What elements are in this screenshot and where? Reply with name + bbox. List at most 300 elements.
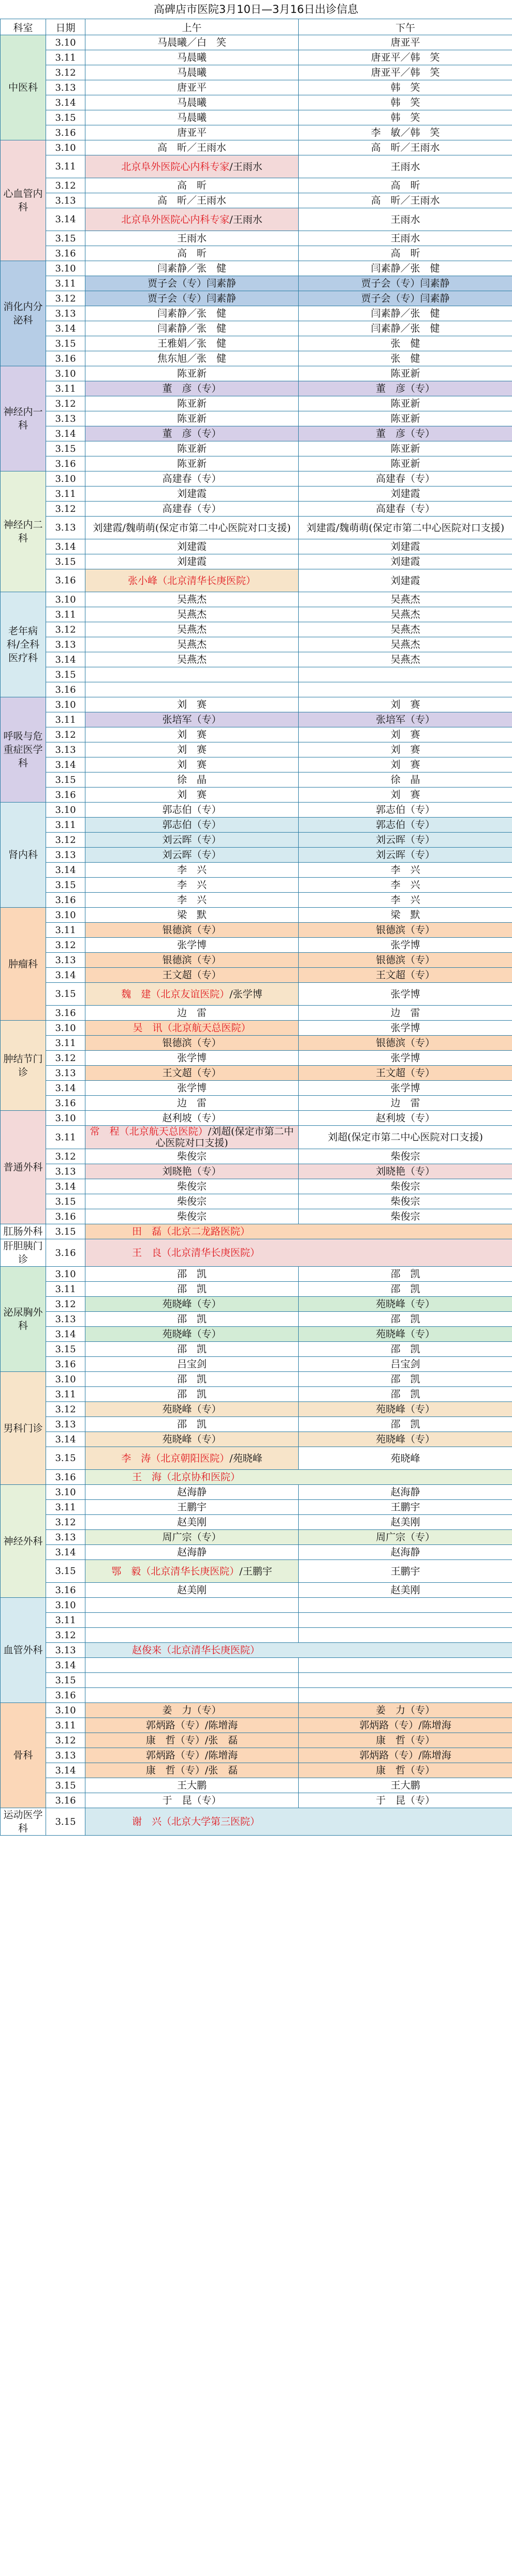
doctor-name: 张学博 <box>390 988 420 1000</box>
am-slot <box>85 1560 299 1583</box>
date-cell: 3.16 <box>46 1688 85 1703</box>
doctor-name: 梁 默 <box>177 909 207 921</box>
pm-slot <box>299 125 512 140</box>
date-cell: 3.11 <box>46 50 85 65</box>
pm-slot <box>299 1297 512 1312</box>
pm-slot <box>299 923 512 938</box>
doctor-name: 刘 赛 <box>390 699 420 710</box>
am-slot <box>85 155 299 178</box>
doctor-name: 赵海静 <box>177 1486 207 1498</box>
date-cell: 3.10 <box>46 803 85 818</box>
pm-slot <box>299 1267 512 1282</box>
department-cell: 肿结节门诊 <box>1 1021 46 1111</box>
pm-slot <box>299 502 512 517</box>
date-cell: 3.13 <box>46 1417 85 1432</box>
doctor-name: /王鹏宇 <box>239 1565 272 1577</box>
pm-slot <box>299 1673 512 1688</box>
header-dept: 科室 <box>1 19 46 35</box>
table-row <box>1 381 512 396</box>
department-cell: 神经内二科 <box>1 471 46 592</box>
expert-name-red: 鄂 毅（北京清华长庚医院） <box>111 1565 240 1577</box>
date-cell: 3.16 <box>46 1583 85 1598</box>
doctor-name: 邵 凯 <box>177 1283 207 1295</box>
doctor-name: 王文超（专） <box>162 969 222 981</box>
pm-slot <box>299 1372 512 1387</box>
table-row <box>1 833 512 848</box>
pm-slot <box>299 757 512 772</box>
doctor-name: 柴俊宗 <box>390 1196 420 1207</box>
expert-name-red: 李 涛（北京朝阳医院） <box>121 1452 230 1464</box>
am-slot <box>85 1643 512 1658</box>
table-row <box>1 938 512 953</box>
am-slot <box>85 607 299 622</box>
table-row <box>1 1096 512 1111</box>
department-cell: 肝胆胰门诊 <box>1 1239 46 1267</box>
doctor-name: 吴燕杰 <box>177 624 207 635</box>
pm-slot <box>299 1402 512 1417</box>
am-slot <box>85 95 299 110</box>
date-cell: 3.16 <box>46 1096 85 1111</box>
doctor-name: 张学博 <box>390 939 420 951</box>
doctor-name: 郭炳路（专）/陈增海 <box>359 1720 451 1731</box>
doctor-name: 邵 凯 <box>177 1389 207 1400</box>
table-row <box>1 968 512 983</box>
date-cell: 3.10 <box>46 366 85 381</box>
date-cell: 3.12 <box>46 833 85 848</box>
pm-slot <box>299 1530 512 1545</box>
doctor-name: 邵 凯 <box>177 1313 207 1325</box>
am-slot <box>85 246 299 261</box>
doctor-name: 康 哲（专） <box>375 1735 435 1746</box>
table-row <box>1 1179 512 1194</box>
am-slot <box>85 1126 299 1149</box>
table-row <box>1 1628 512 1643</box>
doctor-name: 刘建霞 <box>390 575 420 586</box>
date-cell: 3.14 <box>46 321 85 336</box>
doctor-name: 邵 凯 <box>390 1419 420 1430</box>
department-cell: 普通外科 <box>1 1111 46 1224</box>
table-row <box>1 652 512 667</box>
am-slot <box>85 1179 299 1194</box>
date-cell: 3.15 <box>46 336 85 351</box>
doctor-name: 刘云晖（专） <box>162 834 222 846</box>
table-row <box>1 306 512 321</box>
am-slot <box>85 1111 299 1126</box>
doctor-name: 刘超(保定市第二中心医院对口支援) <box>328 1132 483 1143</box>
table-row <box>1 1111 512 1126</box>
table-row <box>1 539 512 554</box>
am-slot <box>85 1718 299 1733</box>
pm-slot <box>299 833 512 848</box>
doctor-name: 高 昕／王雨水 <box>371 142 440 153</box>
doctor-name: 柴俊宗 <box>177 1211 207 1222</box>
expert-name-red: 北京阜外医院心内科专家 <box>121 161 230 173</box>
pm-slot <box>299 968 512 983</box>
doctor-name: 李 敏／韩 笑 <box>371 127 440 138</box>
pm-slot <box>299 1417 512 1432</box>
pm-slot <box>299 1149 512 1164</box>
doctor-name: 陈亚新 <box>390 398 420 409</box>
doctor-name: 刘 赛 <box>390 744 420 755</box>
pm-slot <box>299 607 512 622</box>
pm-slot <box>299 788 512 803</box>
doctor-name: 李 兴 <box>177 894 207 906</box>
table-row <box>1 276 512 291</box>
doctor-name: 董 彦（专） <box>375 383 435 394</box>
date-cell: 3.12 <box>46 938 85 953</box>
doctor-name: 刘 赛 <box>390 729 420 740</box>
table-row <box>1 1297 512 1312</box>
doctor-name: 赵美刚 <box>390 1516 420 1528</box>
doctor-name: 邵 凯 <box>177 1419 207 1430</box>
doctor-name: 刘建霞/魏萌萌(保定市第二中心医院对口支援) <box>306 522 505 534</box>
table-row <box>1 1342 512 1357</box>
pm-slot <box>299 95 512 110</box>
am-slot <box>85 208 299 231</box>
table-row <box>1 441 512 456</box>
am-slot <box>85 321 299 336</box>
doctor-name: 高建春（专） <box>162 503 222 514</box>
date-cell: 3.15 <box>46 1808 85 1836</box>
doctor-name: 张学博 <box>177 1052 207 1064</box>
am-slot <box>85 938 299 953</box>
table-row <box>1 1613 512 1628</box>
table-row <box>1 637 512 652</box>
date-cell: 3.15 <box>46 554 85 569</box>
doctor-name: 刘 赛 <box>177 744 207 755</box>
pm-slot <box>299 863 512 878</box>
table-row <box>1 1417 512 1432</box>
doctor-name: 张 健 <box>390 353 420 364</box>
date-cell: 3.13 <box>46 1312 85 1327</box>
pm-slot <box>299 1628 512 1643</box>
doctor-name: /王雨水 <box>229 213 262 225</box>
department-cell: 肛肠外科 <box>1 1224 46 1239</box>
pm-slot <box>299 261 512 276</box>
am-slot <box>85 291 299 306</box>
am-slot <box>85 863 299 878</box>
date-cell: 3.14 <box>46 757 85 772</box>
expert-name-red: 北京阜外医院心内科专家 <box>121 213 230 225</box>
pm-slot <box>299 1179 512 1194</box>
table-row <box>1 569 512 592</box>
date-cell: 3.10 <box>46 261 85 276</box>
doctor-name: 刘建霞 <box>390 541 420 552</box>
date-cell: 3.10 <box>46 1111 85 1126</box>
doctor-name: 银德滨（专） <box>162 924 222 936</box>
pm-slot <box>299 983 512 1006</box>
header-date: 日期 <box>46 19 85 35</box>
date-cell: 3.10 <box>46 1598 85 1613</box>
doctor-name: 郭志伯（专） <box>375 819 435 831</box>
table-row <box>1 1432 512 1447</box>
table-row <box>1 1808 512 1836</box>
date-cell: 3.14 <box>46 426 85 441</box>
doctor-name: 刘晓艳（专） <box>162 1166 222 1177</box>
doctor-name: 唐亚平 <box>390 37 420 48</box>
date-cell: 3.14 <box>46 1763 85 1778</box>
doctor-name: 高 昕 <box>390 180 420 191</box>
pm-slot <box>299 441 512 456</box>
pm-slot <box>299 1387 512 1402</box>
date-cell: 3.12 <box>46 1297 85 1312</box>
table-row <box>1 1470 512 1485</box>
pm-slot <box>299 539 512 554</box>
am-slot <box>85 231 299 246</box>
date-cell: 3.12 <box>46 178 85 193</box>
department-cell: 老年病科/全科医疗科 <box>1 592 46 697</box>
doctor-name: 李 兴 <box>390 864 420 876</box>
doctor-name: 王文超（专） <box>162 1067 222 1079</box>
doctor-name: 贾子会（专）闫素静 <box>147 293 236 304</box>
am-slot <box>85 1209 299 1224</box>
table-row <box>1 863 512 878</box>
am-slot <box>85 1417 299 1432</box>
doctor-name: 赵利坡（专） <box>162 1112 222 1124</box>
pm-slot <box>299 1006 512 1021</box>
pm-slot <box>299 1793 512 1808</box>
doctor-name: 姜 力（专） <box>375 1705 435 1716</box>
doctor-name: 康 哲（专）/张 磊 <box>145 1735 238 1746</box>
pm-slot <box>299 592 512 607</box>
am-slot <box>85 1470 512 1485</box>
am-slot <box>85 1583 299 1598</box>
doctor-name: 贾子会（专）闫素静 <box>361 293 450 304</box>
date-cell: 3.14 <box>46 1179 85 1194</box>
department-cell: 神经外科 <box>1 1485 46 1598</box>
pm-slot <box>299 697 512 712</box>
pm-slot <box>299 803 512 818</box>
date-cell: 3.14 <box>46 863 85 878</box>
date-cell: 3.16 <box>46 1470 85 1485</box>
doctor-name: 贾子会（专）闫素静 <box>147 278 236 289</box>
doctor-name: 王大鹏 <box>390 1780 420 1791</box>
date-cell: 3.12 <box>46 1149 85 1164</box>
table-row <box>1 1327 512 1342</box>
am-slot <box>85 1598 299 1613</box>
date-cell: 3.12 <box>46 622 85 637</box>
doctor-name: 刘建霞/魏萌萌(保定市第二中心医院对口支援) <box>93 522 291 534</box>
department-cell: 运动医学科 <box>1 1808 46 1836</box>
doctor-name: 张培军（专） <box>162 714 222 725</box>
date-cell: 3.14 <box>46 208 85 231</box>
doctor-name: 邵 凯 <box>177 1343 207 1355</box>
expert-name-red: 赵俊来（北京清华长庚医院） <box>132 1644 260 1656</box>
pm-slot <box>299 1703 512 1718</box>
doctor-name: 银德滨（专） <box>162 954 222 966</box>
doctor-name: 邵 凯 <box>390 1373 420 1385</box>
date-cell: 3.13 <box>46 1530 85 1545</box>
date-cell: 3.16 <box>46 351 85 366</box>
am-slot <box>85 1658 299 1673</box>
doctor-name: 高 昕 <box>177 248 207 259</box>
date-cell: 3.11 <box>46 276 85 291</box>
date-cell: 3.15 <box>46 667 85 682</box>
date-cell: 3.13 <box>46 953 85 968</box>
doctor-name: 王大鹏 <box>177 1780 207 1791</box>
doctor-name: 陈亚新 <box>177 368 207 379</box>
pm-slot <box>299 1282 512 1297</box>
table-row <box>1 1658 512 1673</box>
doctor-name: 邵 凯 <box>390 1313 420 1325</box>
table-row <box>1 983 512 1006</box>
am-slot <box>85 1021 299 1036</box>
table-row <box>1 396 512 411</box>
am-slot <box>85 336 299 351</box>
date-cell: 3.10 <box>46 1021 85 1036</box>
date-cell: 3.15 <box>46 231 85 246</box>
department-cell: 肿瘤科 <box>1 908 46 1021</box>
am-slot <box>85 818 299 833</box>
department-cell: 呼吸与危重症医学科 <box>1 697 46 803</box>
am-slot <box>85 80 299 95</box>
date-cell: 3.15 <box>46 441 85 456</box>
table-row <box>1 1209 512 1224</box>
doctor-name: 王鹏宇 <box>390 1501 420 1513</box>
table-row <box>1 1372 512 1387</box>
doctor-name: 吴燕杰 <box>390 609 420 620</box>
doctor-name: 刘 赛 <box>390 759 420 770</box>
pm-slot <box>299 727 512 742</box>
table-row <box>1 336 512 351</box>
am-slot <box>85 1402 299 1417</box>
date-cell: 3.12 <box>46 502 85 517</box>
doctor-name: 吴燕杰 <box>390 639 420 650</box>
date-cell: 3.16 <box>46 569 85 592</box>
pm-slot <box>299 366 512 381</box>
pm-slot <box>299 306 512 321</box>
date-cell: 3.12 <box>46 65 85 80</box>
am-slot <box>85 396 299 411</box>
date-cell: 3.11 <box>46 818 85 833</box>
pm-slot <box>299 1164 512 1179</box>
table-row <box>1 1643 512 1658</box>
table-row <box>1 1006 512 1021</box>
pm-slot <box>299 140 512 155</box>
am-slot <box>85 848 299 863</box>
table-row <box>1 193 512 208</box>
doctor-name: 康 哲（专） <box>375 1765 435 1776</box>
doctor-name: /苑晓峰 <box>229 1452 262 1464</box>
doctor-name: 吕宝剑 <box>177 1358 207 1370</box>
doctor-name: 苑晓峰 <box>390 1452 420 1464</box>
doctor-name: 邵 凯 <box>390 1389 420 1400</box>
am-slot <box>85 65 299 80</box>
am-slot <box>85 772 299 788</box>
am-slot <box>85 456 299 471</box>
doctor-name: 高 昕／王雨水 <box>157 195 226 206</box>
am-slot <box>85 50 299 65</box>
doctor-name: 郭志伯（专） <box>375 804 435 815</box>
doctor-name: 康 哲（专）/张 磊 <box>145 1765 238 1776</box>
am-slot <box>85 1096 299 1111</box>
am-slot <box>85 125 299 140</box>
doctor-name: 王雨水 <box>390 213 420 225</box>
am-slot <box>85 517 299 539</box>
pm-slot <box>299 878 512 893</box>
table-row <box>1 1583 512 1598</box>
pm-slot <box>299 1209 512 1224</box>
doctor-name: 吴燕杰 <box>390 594 420 605</box>
table-row <box>1 697 512 712</box>
date-cell: 3.13 <box>46 848 85 863</box>
date-cell: 3.11 <box>46 155 85 178</box>
pm-slot <box>299 554 512 569</box>
doctor-name: 马晨曦 <box>177 52 207 63</box>
doctor-name: 周广宗（专） <box>375 1532 435 1543</box>
date-cell: 3.10 <box>46 1372 85 1387</box>
pm-slot <box>299 291 512 306</box>
date-cell: 3.13 <box>46 411 85 426</box>
doctor-name: 刘云晖（专） <box>375 849 435 861</box>
doctor-name: 陈亚新 <box>390 368 420 379</box>
doctor-name: 邵 凯 <box>390 1268 420 1280</box>
date-cell: 3.14 <box>46 1545 85 1560</box>
date-cell: 3.12 <box>46 1051 85 1066</box>
doctor-name: 唐亚平／韩 笑 <box>371 67 440 78</box>
am-slot <box>85 1239 512 1267</box>
am-slot <box>85 727 299 742</box>
am-slot <box>85 1447 299 1470</box>
doctor-name: 唐亚平／韩 笑 <box>371 52 440 63</box>
date-cell: 3.10 <box>46 471 85 486</box>
am-slot <box>85 554 299 569</box>
table-row <box>1 125 512 140</box>
pm-slot <box>299 1613 512 1628</box>
am-slot <box>85 833 299 848</box>
date-cell: 3.11 <box>46 607 85 622</box>
am-slot <box>85 1372 299 1387</box>
pm-slot <box>299 1598 512 1613</box>
doctor-name: 柴俊宗 <box>390 1211 420 1222</box>
doctor-name: 邵 凯 <box>177 1268 207 1280</box>
doctor-name: 王文超（专） <box>375 1067 435 1079</box>
am-slot <box>85 140 299 155</box>
am-slot <box>85 953 299 968</box>
table-row <box>1 35 512 50</box>
date-cell: 3.16 <box>46 1006 85 1021</box>
doctor-name: 郭志伯（专） <box>162 804 222 815</box>
pm-slot <box>299 1051 512 1066</box>
doctor-name: 赵利坡（专） <box>375 1112 435 1124</box>
doctor-name: 刘建霞 <box>177 488 207 499</box>
pm-slot <box>299 569 512 592</box>
doctor-name: /张学博 <box>229 988 262 1000</box>
date-cell: 3.15 <box>46 1560 85 1583</box>
schedule-table <box>0 19 512 1836</box>
doctor-name: 刘 赛 <box>390 789 420 800</box>
am-slot <box>85 652 299 667</box>
am-slot <box>85 351 299 366</box>
am-slot <box>85 486 299 502</box>
table-row <box>1 1239 512 1267</box>
pm-slot <box>299 1096 512 1111</box>
doctor-name: 吴燕杰 <box>177 609 207 620</box>
date-cell: 3.16 <box>46 1239 85 1267</box>
date-cell: 3.15 <box>46 878 85 893</box>
pm-slot <box>299 381 512 396</box>
date-cell: 3.16 <box>46 1357 85 1372</box>
doctor-name: 高建春（专） <box>375 503 435 514</box>
am-slot <box>85 712 299 727</box>
doctor-name: 陈亚新 <box>177 443 207 454</box>
pm-slot <box>299 893 512 908</box>
pm-slot <box>299 396 512 411</box>
table-row <box>1 178 512 193</box>
table-row <box>1 742 512 757</box>
doctor-name: 苑晓峰（专） <box>375 1404 435 1415</box>
table-row <box>1 1500 512 1515</box>
